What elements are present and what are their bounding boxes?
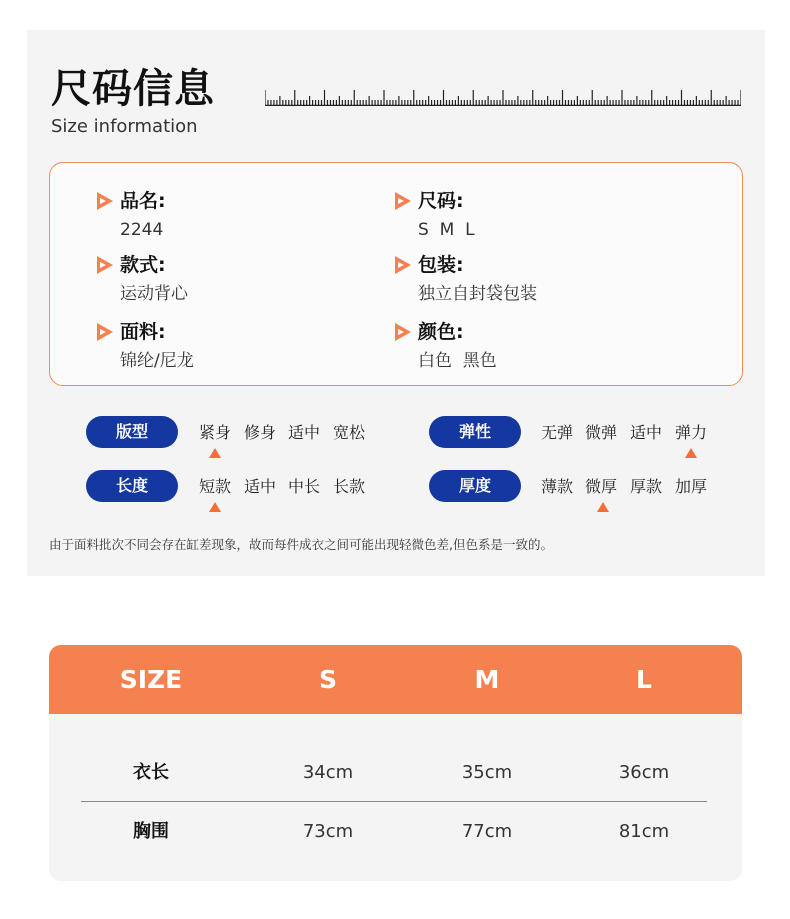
attr-pill-elasticity: 弹性 xyxy=(429,416,521,448)
color-difference-note: 由于面料批次不同会存在缸差现象，故而每件成衣之间可能出现轻微色差,但色系是一致的。 xyxy=(49,537,553,552)
attr-option: 中长 xyxy=(288,477,321,496)
attr-option: 微弹 xyxy=(585,423,618,442)
spec-label: 包装: xyxy=(418,254,464,276)
attr-option: 厚款 xyxy=(630,477,663,496)
attr-option: 修身 xyxy=(244,423,277,442)
selected-marker-icon xyxy=(209,448,221,458)
spec-label: 款式: xyxy=(120,254,166,276)
spec-item-size xyxy=(394,189,674,241)
attr-option: 适中 xyxy=(630,423,663,442)
attr-option: 无弹 xyxy=(541,423,574,442)
play-arrow-icon xyxy=(96,191,114,211)
row-label-length: 衣长 xyxy=(133,762,169,783)
spec-label: 颜色: xyxy=(418,321,464,343)
play-arrow-icon xyxy=(394,191,412,211)
table-cell: 35cm xyxy=(461,762,513,783)
spec-value: 2244 xyxy=(120,220,164,240)
header-cell-m: M xyxy=(474,665,500,694)
table-cell: 36cm xyxy=(618,762,670,783)
size-info-panel xyxy=(27,30,765,576)
selected-marker-icon xyxy=(597,502,609,512)
spec-value: 白色 黑色 xyxy=(418,351,497,371)
play-arrow-icon xyxy=(96,322,114,342)
spec-item-style xyxy=(96,253,376,305)
table-cell: 34cm xyxy=(302,762,354,783)
attr-pill-fit: 版型 xyxy=(86,416,178,448)
attr-option: 加厚 xyxy=(675,477,708,496)
header-cell-s: S xyxy=(318,665,337,694)
play-arrow-icon xyxy=(394,322,412,342)
spec-value: 独立自封袋包装 xyxy=(418,284,537,304)
page-title: 尺码信息 xyxy=(51,66,215,112)
spec-label: 品名: xyxy=(120,190,166,212)
spec-item-fabric xyxy=(96,320,376,372)
header-cell-l: L xyxy=(636,665,652,694)
attr-option: 弹力 xyxy=(675,423,708,442)
attr-option: 薄款 xyxy=(541,477,574,496)
play-arrow-icon xyxy=(96,255,114,275)
selected-marker-icon xyxy=(685,448,697,458)
attr-option: 微厚 xyxy=(585,477,618,496)
spec-item-product-name xyxy=(96,189,376,241)
spec-box xyxy=(49,162,743,386)
table-divider xyxy=(81,801,707,802)
attr-option: 适中 xyxy=(244,477,277,496)
size-table-header xyxy=(49,645,742,714)
spec-value: 锦纶/尼龙 xyxy=(120,351,194,371)
spec-value: 运动背心 xyxy=(120,284,188,304)
spec-value: S M L xyxy=(418,220,475,240)
spec-item-packaging xyxy=(394,253,674,305)
attr-pill-thickness: 厚度 xyxy=(429,470,521,502)
spec-label: 尺码: xyxy=(418,190,464,212)
table-cell: 81cm xyxy=(618,821,670,842)
page-subtitle: Size information xyxy=(51,116,198,137)
header-cell-size: SIZE xyxy=(119,665,183,694)
table-cell: 77cm xyxy=(461,821,513,842)
spec-item-color xyxy=(394,320,674,372)
attr-option: 短款 xyxy=(199,477,232,496)
ruler-decoration xyxy=(265,86,741,106)
play-arrow-icon xyxy=(394,255,412,275)
attr-option: 宽松 xyxy=(333,423,366,442)
selected-marker-icon xyxy=(209,502,221,512)
attr-option: 紧身 xyxy=(199,423,232,442)
attr-option: 长款 xyxy=(333,477,366,496)
attr-pill-length: 长度 xyxy=(86,470,178,502)
spec-label: 面料: xyxy=(120,321,166,343)
attr-option: 适中 xyxy=(288,423,321,442)
row-label-chest: 胸围 xyxy=(133,821,169,842)
size-table xyxy=(49,645,742,881)
table-cell: 73cm xyxy=(302,821,354,842)
